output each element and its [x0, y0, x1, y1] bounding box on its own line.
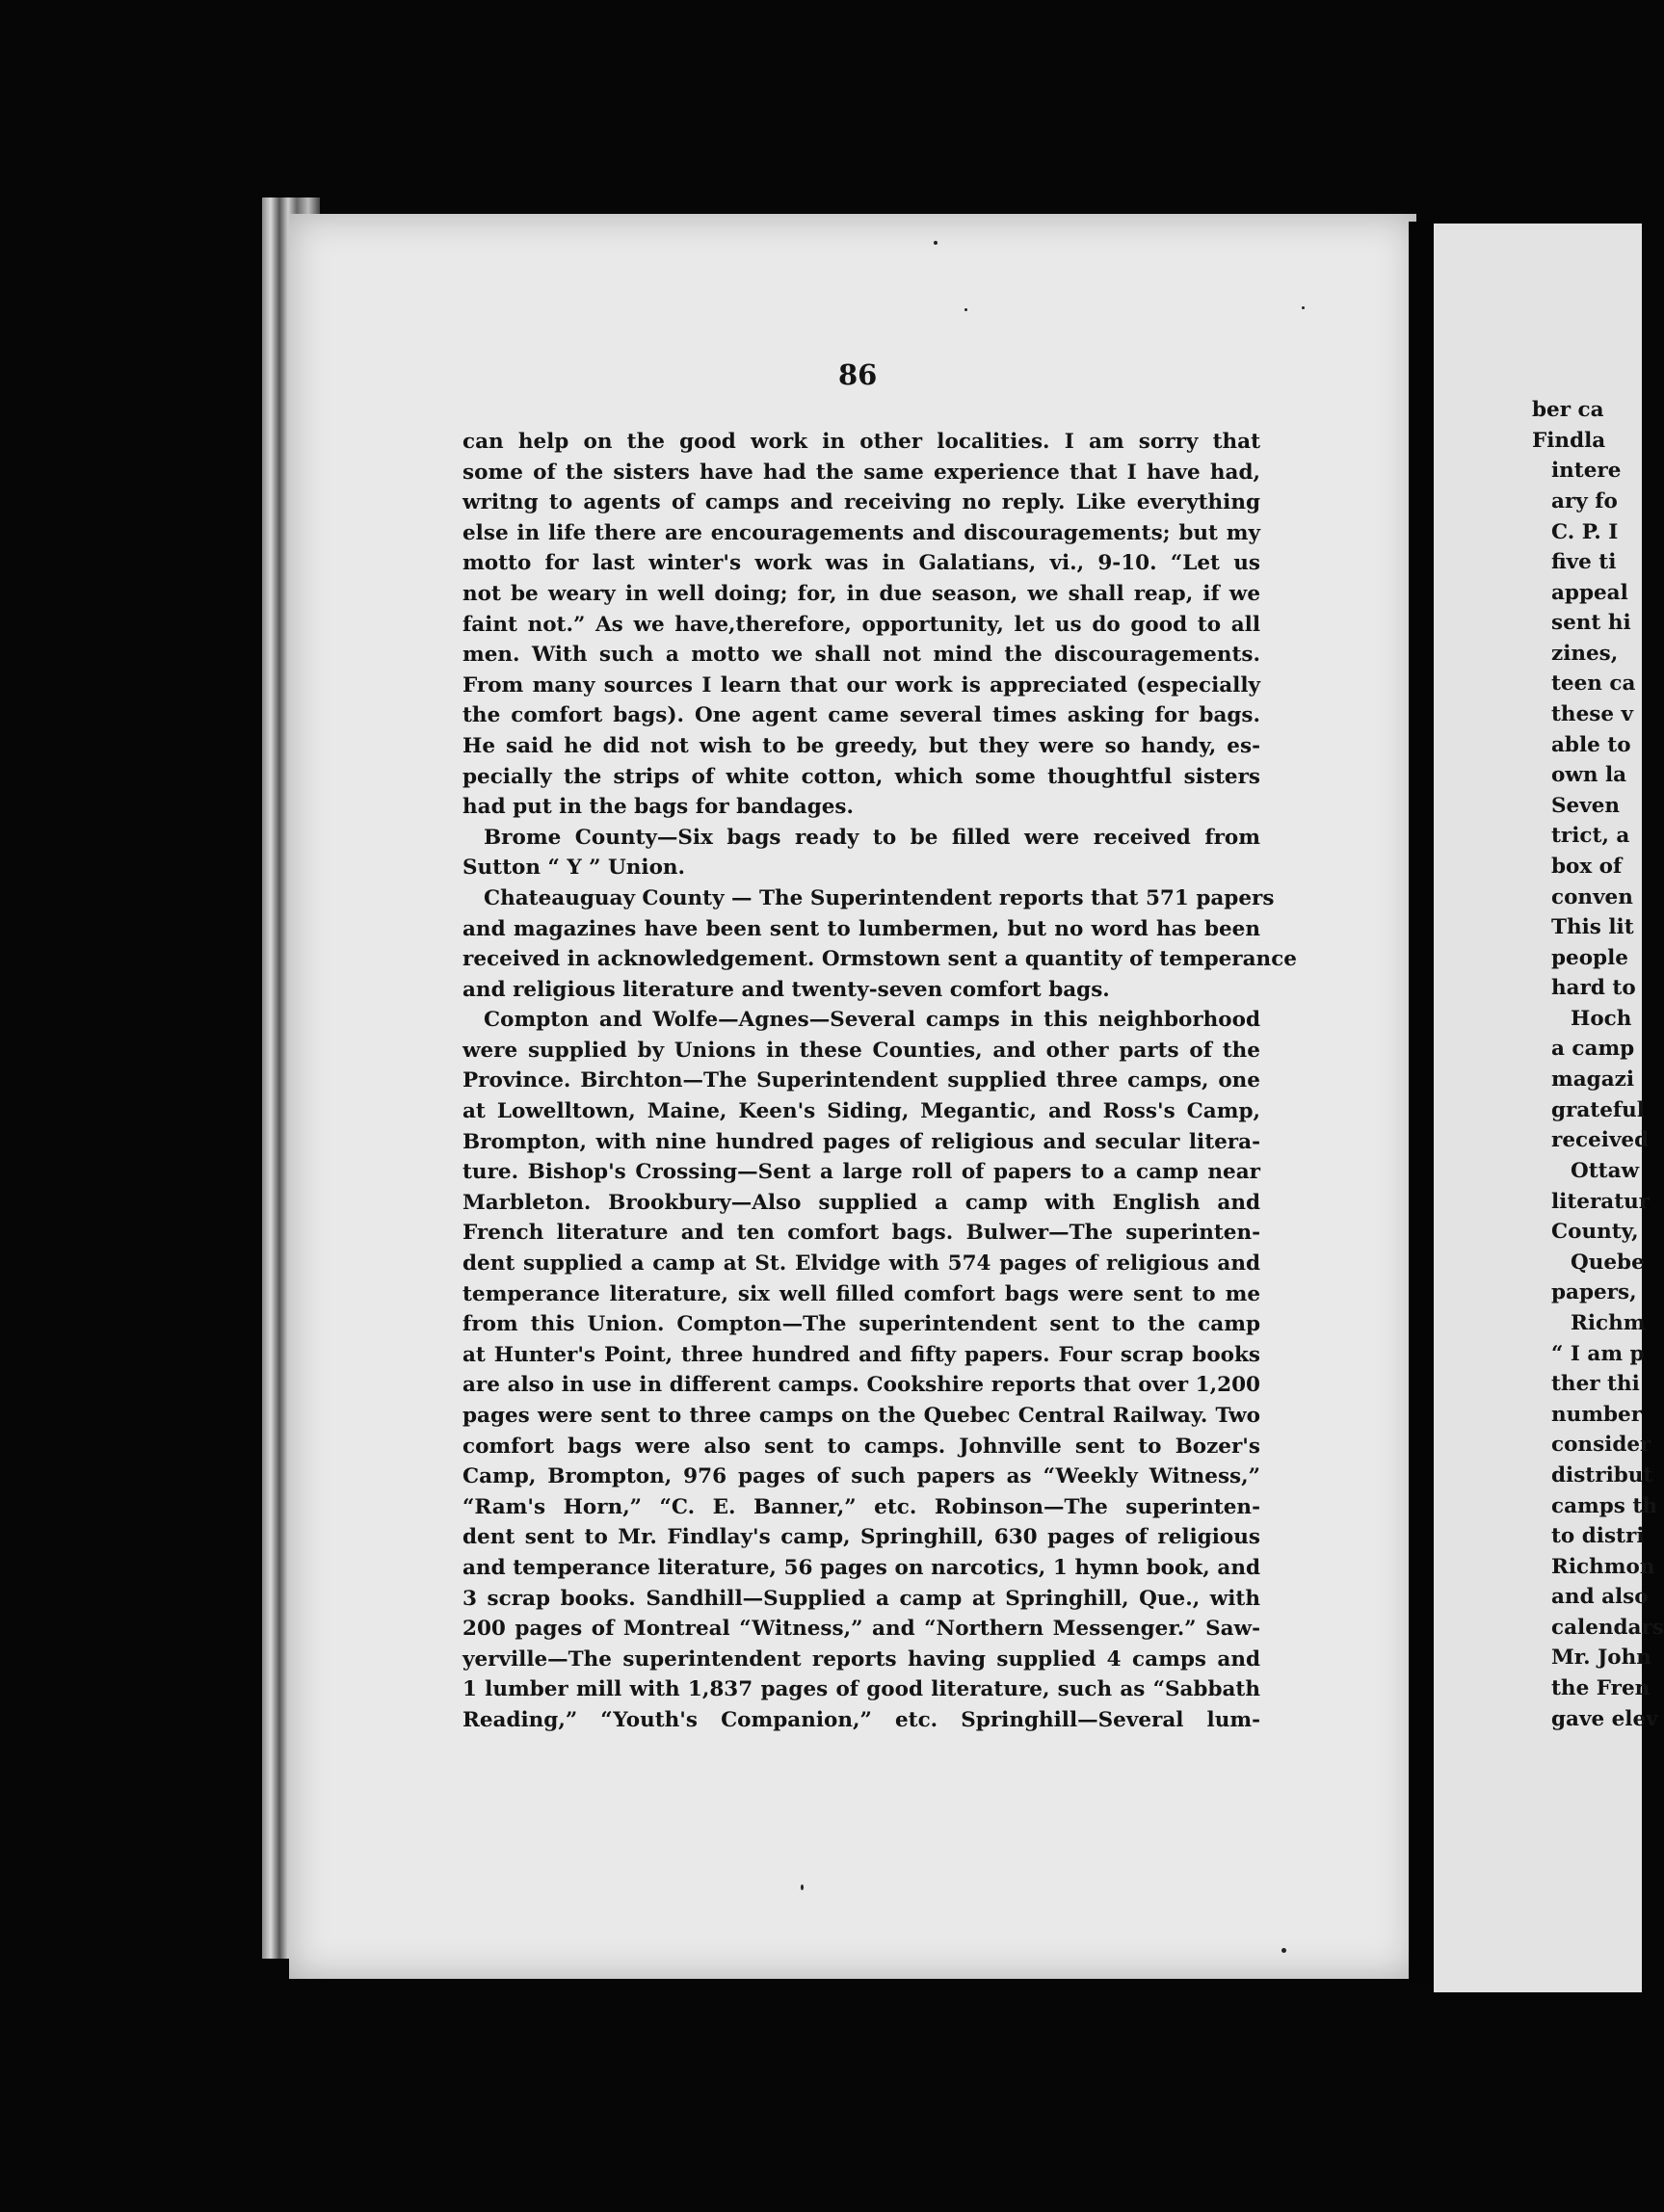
right-page-line: distribut — [1551, 1463, 1653, 1488]
right-page-line: box of — [1551, 855, 1623, 879]
right-page-line: Richmon — [1551, 1555, 1655, 1579]
right-page-line: the Fren — [1551, 1676, 1651, 1700]
text-line: and religious literature and twenty-seven comfort bags. — [462, 977, 1110, 1002]
right-page-line: “ I am p — [1551, 1342, 1645, 1366]
right-page-line: C. P. I — [1551, 520, 1619, 544]
right-page-line: literatur — [1551, 1190, 1651, 1214]
right-page-line: This lit — [1551, 915, 1634, 939]
scan-speck — [964, 308, 967, 311]
right-page-line: Findla — [1532, 429, 1606, 453]
text-line: some of the sisters have had the same experience that I have had, — [462, 460, 1260, 485]
text-line: writng to agents of camps and receiving no reply. Like everything — [462, 490, 1260, 515]
right-page-line: appeal — [1551, 581, 1628, 605]
right-page-line: Mr. John — [1551, 1646, 1651, 1670]
right-page-line: grateful — [1551, 1098, 1645, 1122]
body-text — [462, 427, 1297, 1736]
text-line: pages were sent to three camps on the Quebec Central Railway. Two — [462, 1404, 1260, 1428]
right-page-line: intere — [1551, 459, 1622, 483]
text-line: Camp, Brompton, 976 pages of such papers as “Weekly Witness,” — [462, 1464, 1260, 1489]
page-number: 86 — [838, 358, 878, 391]
right-page-line: Ottaw — [1571, 1159, 1640, 1183]
text-line: yerville—The superintendent reports having supplied 4 camps and — [462, 1646, 1260, 1672]
right-page-line: number — [1551, 1403, 1643, 1427]
text-line: and temperance literature, 56 pages on narcotics, 1 hymn book, and — [462, 1555, 1260, 1580]
right-page-line: papers, — [1551, 1280, 1637, 1304]
scan-speck — [1302, 306, 1305, 309]
text-line: 1 lumber mill with 1,837 pages of good literature, such as “Sabbath — [462, 1677, 1260, 1702]
right-page-line: people — [1551, 946, 1628, 970]
text-line: Province. Birchton—The Superintendent supplied three camps, one — [462, 1068, 1260, 1093]
right-page-line: and also — [1551, 1585, 1649, 1609]
text-line: are also in use in different camps. Cookshire reports that over 1,200 — [462, 1373, 1260, 1398]
right-page-line: Hoch — [1571, 1007, 1632, 1031]
right-page-line: a camp — [1551, 1037, 1635, 1061]
text-line: “Ram's Horn,” “C. E. Banner,” etc. Robinson—The superinten- — [462, 1494, 1260, 1519]
scan-speck — [934, 241, 938, 245]
right-page-line: zines, — [1551, 642, 1619, 666]
right-page-line: gave elev — [1551, 1707, 1658, 1731]
scan-speck — [801, 1884, 804, 1890]
text-line: Chateauguay County — The Superintendent reports that 571 papers — [484, 885, 1275, 910]
text-line: the comfort bags). One agent came several times asking for bags. — [462, 703, 1260, 728]
text-line: men. With such a motto we shall not mind the discouragements. — [462, 643, 1260, 668]
text-line: pecially the strips of white cotton, which some thoughtful sisters — [462, 764, 1260, 789]
right-page-line: conven — [1551, 885, 1633, 909]
text-line: temperance literature, six well filled comfort bags were sent to me — [462, 1281, 1260, 1306]
scan-speck — [1281, 1948, 1286, 1953]
text-line: else in life there are encouragements and discouragements; but my — [462, 520, 1260, 545]
right-page-line: sent hi — [1551, 611, 1631, 635]
right-page-line: ther thi — [1551, 1372, 1640, 1396]
text-line: not be weary in well doing; for, in due season, we shall reap, if we — [462, 581, 1260, 606]
right-page-line: trict, a — [1551, 824, 1630, 848]
right-page-line: ary fo — [1551, 489, 1618, 514]
right-page-line: camps th — [1551, 1494, 1657, 1518]
right-page-line: these v — [1551, 702, 1634, 726]
right-page-line: to distri — [1551, 1524, 1645, 1548]
text-line: dent supplied a camp at St. Elvidge with 574 pages of religious and — [462, 1251, 1260, 1277]
right-page-line: ber ca — [1532, 398, 1604, 422]
text-line: He said he did not wish to be greedy, but they were so handy, es- — [462, 733, 1260, 758]
text-line: Reading,” “Youth's Companion,” etc. Springhill—Several lum- — [462, 1707, 1260, 1732]
right-page-line: own la — [1551, 763, 1627, 787]
right-page-line: received — [1551, 1128, 1650, 1152]
book-gutter — [1409, 222, 1434, 1985]
text-line: can help on the good work in other localities. I am sorry that — [462, 430, 1260, 454]
text-line: from this Union. Compton—The superintendent sent to the camp — [462, 1312, 1260, 1337]
text-line: had put in the bags for bandages. — [462, 795, 855, 820]
text-line: Compton and Wolfe—Agnes—Several camps in this neighborhood — [484, 1008, 1260, 1033]
text-line: 3 scrap books. Sandhill—Supplied a camp at Springhill, Que., with — [462, 1586, 1260, 1611]
right-page-line: County, — [1551, 1220, 1639, 1244]
text-line: received in acknowledgement. Ormstown sent a quantity of temperance — [462, 947, 1297, 972]
right-page-line: magazi — [1551, 1067, 1635, 1092]
right-page-line: able to — [1551, 733, 1631, 757]
right-page-line: hard to — [1551, 976, 1636, 1000]
right-page-line: teen ca — [1551, 672, 1636, 696]
text-line: Sutton “ Y ” Union. — [462, 856, 686, 881]
text-line: Brome County—Six bags ready to be filled were received from — [484, 825, 1260, 850]
text-line: at Lowelltown, Maine, Keen's Siding, Megantic, and Ross's Camp, — [462, 1099, 1260, 1124]
text-line: comfort bags were also sent to camps. Johnville sent to Bozer's — [462, 1434, 1260, 1459]
right-page-line: Quebe — [1571, 1251, 1645, 1275]
text-line: French literature and ten comfort bags. Bulwer—The superinten- — [462, 1221, 1260, 1246]
text-line: Brompton, with nine hundred pages of religious and secular litera- — [462, 1129, 1260, 1154]
text-line: Marbleton. Brookbury—Also supplied a camp with English and — [462, 1190, 1260, 1215]
right-page-line: consider — [1551, 1433, 1651, 1457]
right-page-line: calendars — [1551, 1616, 1664, 1640]
right-page-line: five ti — [1551, 550, 1617, 574]
text-line: faint not.” As we have,therefore, opportunity, let us do good to all — [462, 612, 1260, 637]
right-page-line: Richm — [1571, 1311, 1646, 1335]
text-line: From many sources I learn that our work is appreciated (especially — [462, 672, 1260, 698]
text-line: at Hunter's Point, three hundred and fifty papers. Four scrap books — [462, 1342, 1260, 1367]
text-line: ture. Bishop's Crossing—Sent a large roll of papers to a camp near — [462, 1160, 1260, 1185]
text-line: 200 pages of Montreal “Witness,” and “Northern Messenger.” Saw- — [462, 1617, 1260, 1642]
right-page — [1434, 224, 1664, 1992]
text-line: and magazines have been sent to lumbermen, but no word has been — [462, 916, 1260, 941]
text-line: motto for last winter's work was in Galatians, vi., 9-10. “Let us — [462, 551, 1260, 576]
text-line: were supplied by Unions in these Counties, and other parts of the — [462, 1038, 1260, 1063]
text-line: dent sent to Mr. Findlay's camp, Springhill, 630 pages of religious — [462, 1525, 1260, 1550]
right-page-line: Seven — [1551, 794, 1621, 818]
